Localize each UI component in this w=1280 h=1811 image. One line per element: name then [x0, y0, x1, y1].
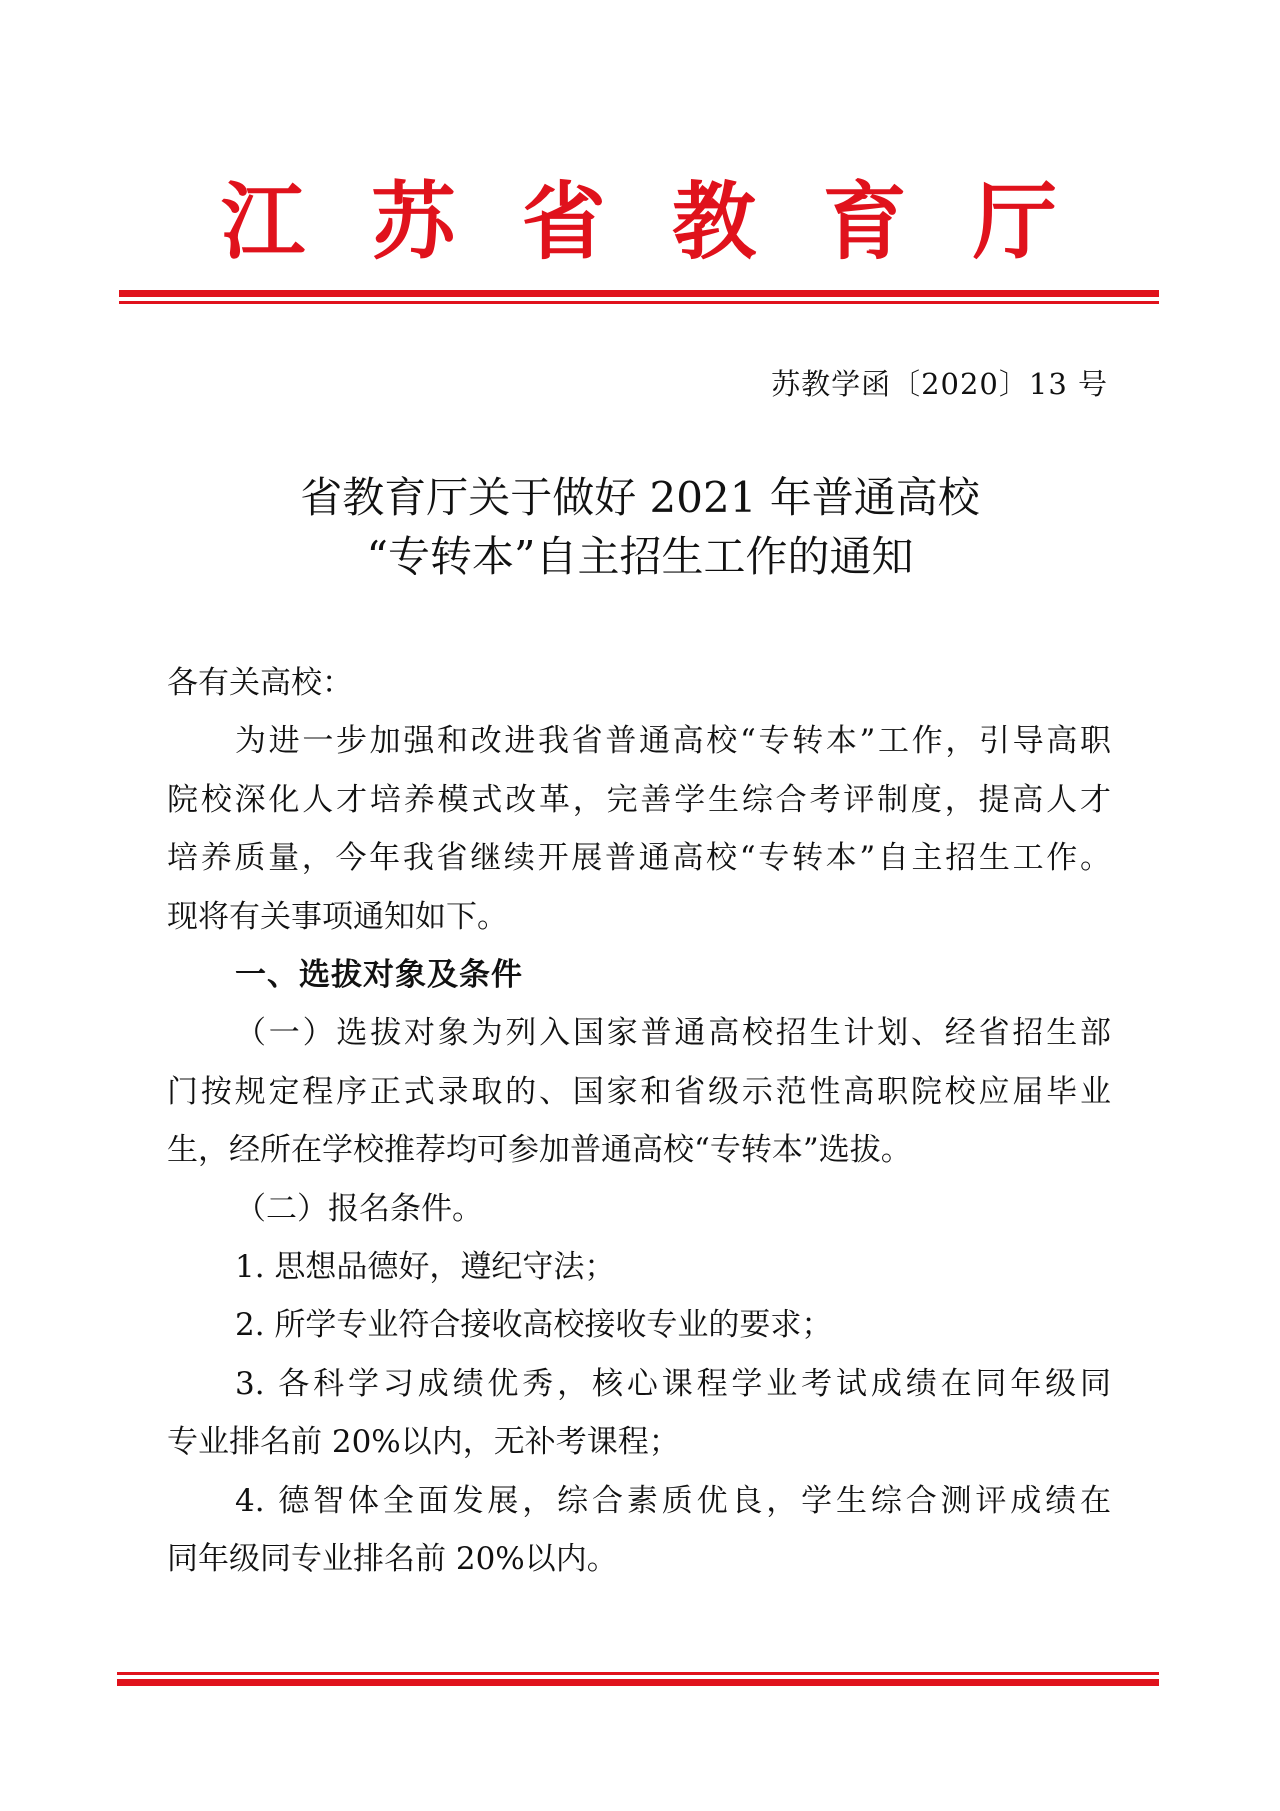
footer-red-rule-thin — [117, 1672, 1159, 1675]
condition-item: 2. 所学专业符合接收高校接收专业的要求； — [235, 1307, 833, 1344]
letterhead-char: 江 — [221, 172, 306, 271]
letterhead-char: 厅 — [972, 172, 1057, 271]
section-heading: 一、选拔对象及条件 — [235, 957, 523, 994]
header-red-rule-thin — [119, 301, 1159, 304]
paragraph-line: （一）选拔对象为列入国家普通高校招生计划、经省招生部 — [235, 1015, 1111, 1052]
condition-item-continuation: 专业排名前 20%以内，无补考课程； — [167, 1424, 680, 1461]
paragraph-line: 院校深化人才培养模式改革，完善学生综合考评制度，提高人才 — [167, 781, 1111, 818]
paragraph-line: 培养质量，今年我省继续开展普通高校“专转本”自主招生工作。 — [167, 840, 1111, 877]
paragraph-line: 现将有关事项通知如下。 — [167, 898, 508, 935]
letterhead-char: 省 — [521, 172, 606, 271]
selection-target-paragraph — [167, 1004, 1111, 1179]
document-number: 苏教学函〔2020〕13 号 — [771, 367, 1108, 401]
letterhead-title — [221, 172, 1057, 271]
condition-item: 4. 德智体全面发展，综合素质优良，学生综合测评成绩在 — [235, 1482, 1111, 1519]
letterhead-char: 育 — [822, 172, 907, 271]
document-title-line-2: “专转本”自主招生工作的通知 — [366, 532, 914, 581]
intro-paragraph — [167, 712, 1111, 946]
document-body — [167, 654, 1111, 1589]
salutation: 各有关高校： — [167, 665, 353, 701]
header-red-rule-thick — [119, 290, 1159, 297]
letterhead-char: 苏 — [371, 172, 456, 271]
letterhead-char: 教 — [672, 172, 757, 271]
footer-red-rule-thick — [117, 1679, 1159, 1686]
condition-item-continuation: 同年级同专业排名前 20%以内。 — [167, 1541, 618, 1578]
condition-item: 3. 各科学习成绩优秀，核心课程学业考试成绩在同年级同 — [235, 1365, 1111, 1402]
paragraph-line: 为进一步加强和改进我省普通高校“专转本”工作，引导高职 — [235, 723, 1111, 760]
subsection-heading: （二）报名条件。 — [235, 1190, 483, 1227]
condition-list — [167, 1238, 1111, 1588]
paragraph-line: 门按规定程序正式录取的、国家和省级示范性高职院校应届毕业 — [167, 1073, 1111, 1110]
paragraph-line: 生，经所在学校推荐均可参加普通高校“专转本”选拔。 — [167, 1132, 912, 1169]
document-title-line-1: 省教育厅关于做好 2021 年普通高校 — [300, 473, 980, 522]
condition-item: 1. 思想品德好，遵纪守法； — [235, 1249, 616, 1286]
